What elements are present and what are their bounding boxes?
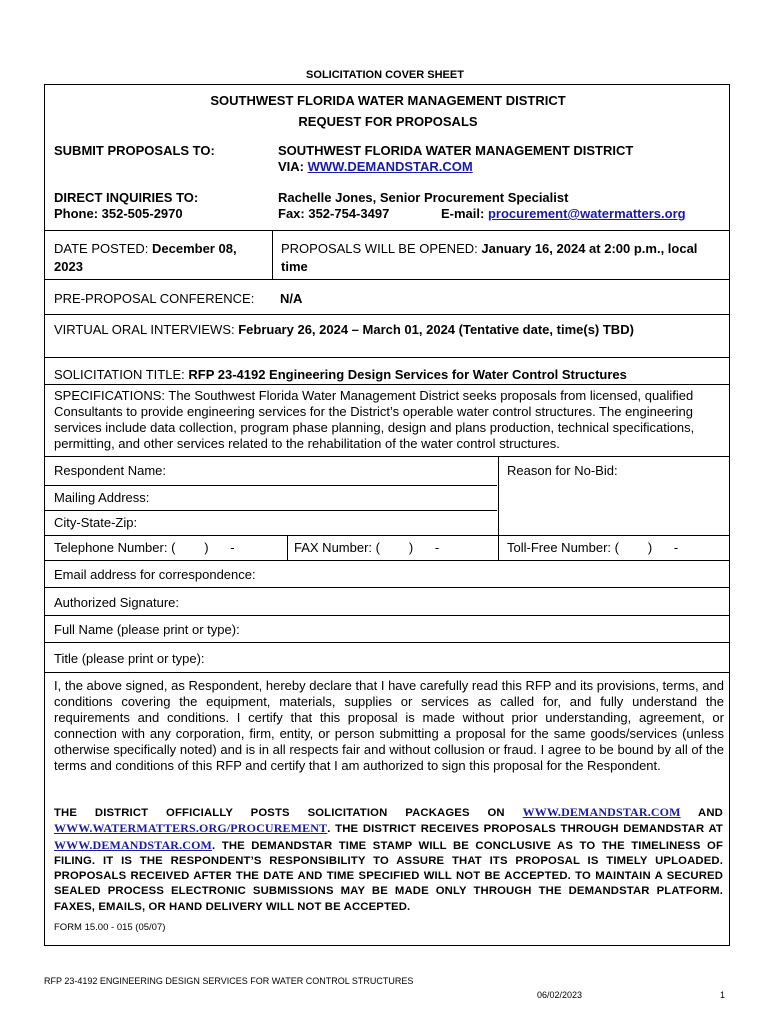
divider — [45, 560, 729, 561]
divider — [287, 535, 288, 560]
inquiries-email — [441, 206, 686, 222]
specifications: SPECIFICATIONS: The Southwest Florida Water Management District seeks proposals from licensed, qualified Consultants to provide engineering services for the District’s operable water control structures. The engineering services include data collection, program phase planning, design and plans production, technical specifications, permitting, and other services related to the rehabilitation of the water control structures. — [54, 388, 695, 451]
oral-interviews — [54, 322, 634, 338]
proposals-opened — [281, 241, 697, 257]
date-posted-label: DATE POSTED: — [54, 241, 152, 256]
solicitation-label: SOLICITATION TITLE: — [54, 367, 189, 382]
oral-value: February 26, 2024 – March 01, 2024 (Tentative date, time(s) TBD) — [238, 322, 634, 337]
page-title: SOLICITATION COVER SHEET — [306, 69, 464, 81]
mailing-address-label: Mailing Address: — [54, 490, 150, 505]
watermatters-procurement-link[interactable]: WWW.WATERMATTERS.ORG/PROCUREMENT — [54, 821, 328, 836]
city-state-zip-label: City-State-Zip: — [54, 515, 138, 530]
divider — [45, 485, 497, 486]
rfp-heading: REQUEST FOR PROPOSALS — [298, 114, 478, 129]
footer-title: RFP 23-4192 ENGINEERING DESIGN SERVICES FOR WATER CONTROL STRUCTURES — [44, 976, 414, 986]
divider — [272, 230, 273, 279]
divider — [45, 510, 497, 511]
notice-text: . THE DEMANDSTAR TIME STAMP WILL BE CONCLUSIVE AS TO THE TIMELINESS OF FILING. IT IS THE RESPONDENT’S RESPONSIBILITY TO ASSURE THAT ITS PROPOSAL IS TIMELY UPLOADED. PROPOSALS RECEIVED AFTER THE DATE AND TIME SPECIFIED WILL NOT BE ACCEPTED. TO MAINTAIN A SECURED SEALED PROCESS ELECTRONIC SUBMISSIONS MAY BE MADE ONLY THROUGH THE DEMANDSTAR PLATFORM. FAXES, EMAILS, OR HAND DELIVERY WILL NOT BE ACCEPTED. — [54, 839, 723, 913]
date-posted — [54, 241, 237, 257]
opened-value: January 16, 2024 at 2:00 p.m., local — [481, 241, 698, 256]
notice-text: AND — [680, 807, 723, 819]
submit-via — [278, 159, 473, 175]
title-label: Title (please print or type): — [54, 651, 205, 666]
opened-value-cont: time — [281, 259, 308, 274]
divider — [45, 587, 729, 588]
submit-to: SOUTHWEST FLORIDA WATER MANAGEMENT DISTRICT — [278, 143, 634, 158]
page-number: 1 — [720, 990, 726, 1000]
form-number: FORM 15.00 - 015 (05/07) — [54, 922, 166, 933]
divider — [45, 384, 729, 385]
divider — [45, 672, 729, 673]
email-label: Email address for correspondence: — [54, 567, 256, 582]
demandstar-notice-link[interactable]: WWW.DEMANDSTAR.COM — [522, 805, 681, 819]
date-posted-value: December 08, — [152, 241, 237, 256]
solicitation-value: RFP 23-4192 Engineering Design Services for Water Control Structures — [188, 367, 627, 382]
divider — [45, 357, 729, 358]
inquiries-label: DIRECT INQUIRIES TO: — [54, 190, 199, 205]
divider — [45, 642, 729, 643]
inquiries-contact: Rachelle Jones, Senior Procurement Specialist — [278, 190, 569, 205]
declaration: I, the above signed, as Respondent, hereby declare that I have carefully read this RFP and its provisions, terms, and conditions covering the equipment, materials, supplies or services as called for, and fully understand the requirements and conditions. I certify that this proposal is made without prior understanding, agreement, or connection with any corporation, firm, entity, or person submitting a proposal for the same goods/services (unless otherwise specifically noted) and is in all respects fair and without collusion or fraud. I agree to be bound by all of the terms and conditions of this RFP and certify that I am authorized to sign this proposal for the Respondent. — [54, 678, 724, 773]
divider — [45, 535, 729, 536]
via-prefix: VIA: — [278, 159, 308, 174]
signature-label: Authorized Signature: — [54, 595, 180, 610]
pre-proposal-value: N/A — [280, 291, 303, 306]
inquiries-phone: Phone: 352-505-2970 — [54, 206, 183, 221]
full-name-label: Full Name (please print or type): — [54, 622, 240, 637]
respondent-name-label: Respondent Name: — [54, 463, 167, 478]
procurement-email-link[interactable]: procurement@watermatters.org — [487, 206, 686, 221]
divider — [45, 615, 729, 616]
divider — [45, 230, 729, 231]
opened-label: PROPOSALS WILL BE OPENED: — [281, 241, 482, 256]
footer-date: 06/02/2023 — [537, 990, 583, 1000]
date-posted-year: 2023 — [54, 259, 83, 274]
telephone-label: Telephone Number: ( ) - — [54, 540, 235, 555]
toll-free-label: Toll-Free Number: ( ) - — [507, 540, 679, 555]
submission-notice — [54, 805, 723, 915]
reason-no-bid-label: Reason for No-Bid: — [507, 463, 618, 478]
submit-label: SUBMIT PROPOSALS TO: — [54, 143, 215, 158]
inquiries-fax: Fax: 352-754-3497 — [278, 206, 390, 221]
notice-text: . THE DISTRICT RECEIVES PROPOSALS THROUGH DEMANDSTAR AT — [327, 823, 723, 836]
pre-proposal-label: PRE-PROPOSAL CONFERENCE: — [54, 291, 255, 306]
divider — [45, 279, 729, 280]
email-prefix: E-mail: — [441, 206, 488, 221]
divider — [498, 456, 499, 560]
notice-text: THE DISTRICT OFFICIALLY POSTS SOLICITATION PACKAGES ON — [54, 807, 523, 819]
solicitation-title — [54, 367, 627, 383]
divider — [45, 314, 729, 315]
fax-label: FAX Number: ( ) - — [294, 540, 440, 555]
demandstar-submit-link[interactable]: WWW.DEMANDSTAR.COM — [54, 837, 213, 852]
oral-label: VIRTUAL ORAL INTERVIEWS: — [54, 322, 239, 337]
demandstar-link[interactable]: WWW.DEMANDSTAR.COM — [307, 159, 473, 174]
divider — [45, 456, 729, 457]
district-name: SOUTHWEST FLORIDA WATER MANAGEMENT DISTRICT — [210, 93, 566, 108]
cover-sheet-form — [44, 84, 730, 946]
